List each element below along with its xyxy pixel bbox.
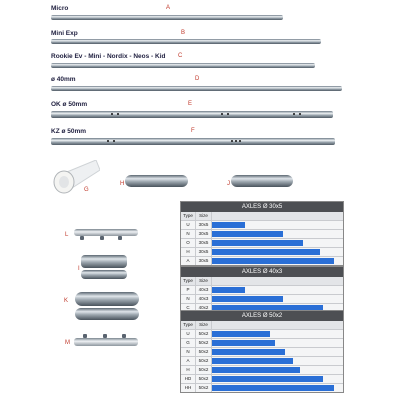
- axle-hole: [221, 113, 223, 115]
- stiffness-bar: [212, 367, 300, 373]
- axle-rookie: [51, 63, 315, 68]
- axle-letter-c: C: [178, 53, 183, 59]
- row-type: G: [181, 339, 196, 347]
- table-row: [181, 256, 343, 265]
- key-part-k-top: [75, 292, 139, 306]
- stiffness-bar: [212, 287, 245, 293]
- stiffness-bar: [212, 385, 334, 391]
- row-type: A: [181, 257, 196, 265]
- axle-hole: [113, 140, 115, 142]
- stiffness-bar: [212, 222, 245, 228]
- row-type: C: [181, 304, 196, 312]
- row-size: 40x3: [196, 286, 212, 294]
- row-type: A: [181, 357, 196, 365]
- axle-hole: [299, 113, 301, 115]
- stiffness-bar: [212, 296, 283, 302]
- row-type: H: [181, 248, 196, 256]
- row-type: P: [181, 286, 196, 294]
- axle-letter-a: A: [166, 5, 171, 11]
- row-size: 40x2: [196, 304, 212, 312]
- row-size: 50x2: [196, 357, 212, 365]
- row-size: 30x5: [196, 221, 212, 229]
- table-title: AXLES Ø 40x3: [181, 267, 343, 277]
- key-part-i-bottom: [81, 270, 127, 279]
- table-row: [181, 356, 343, 365]
- stiffness-bar: [212, 340, 275, 346]
- part-letter-l: L: [65, 232, 69, 238]
- axles-table-40x3: [180, 266, 344, 313]
- axle-letter-b: B: [181, 30, 186, 36]
- col-size-header: Size: [196, 277, 212, 285]
- stiffness-bar: [212, 240, 303, 246]
- row-type: U: [181, 330, 196, 338]
- part-letter-g: G: [84, 187, 89, 193]
- axle-label-ok-50mm: OK ø 50mm: [51, 101, 88, 108]
- row-size: 30x5: [196, 248, 212, 256]
- stiffness-bar: [212, 331, 270, 337]
- axle-letter-e: E: [188, 101, 193, 107]
- row-size: 50x2: [196, 339, 212, 347]
- row-size: 50x2: [196, 330, 212, 338]
- key-part-h: [125, 175, 188, 187]
- col-type-header: Type: [181, 212, 196, 220]
- col-size-header: Size: [196, 321, 212, 329]
- part-letter-i: I: [78, 266, 80, 272]
- table-row: [181, 365, 343, 374]
- axle-hole: [235, 140, 237, 142]
- axle-label-micro: Micro: [51, 5, 69, 12]
- col-type-header: Type: [181, 277, 196, 285]
- row-type: N: [181, 295, 196, 303]
- col-type-header: Type: [181, 321, 196, 329]
- axle-letter-d: D: [195, 76, 200, 82]
- bearing-part-g: [50, 160, 100, 196]
- plate-stud: [80, 236, 84, 240]
- table-row: [181, 338, 343, 347]
- key-part-j: [231, 175, 293, 187]
- plate-stud: [118, 236, 122, 240]
- row-type: HD: [181, 375, 196, 383]
- axle-label-40mm: ø 40mm: [51, 76, 76, 83]
- stiffness-bar: [212, 376, 323, 382]
- part-letter-j: J: [227, 181, 230, 187]
- row-size: 50x2: [196, 375, 212, 383]
- row-size: 50x2: [196, 366, 212, 374]
- table-row: [181, 294, 343, 303]
- row-size: 30x5: [196, 257, 212, 265]
- row-type: HH: [181, 384, 196, 392]
- row-size: 30x5: [196, 230, 212, 238]
- axles-table-30x5: [180, 201, 344, 266]
- key-part-i-top: [81, 255, 127, 268]
- stiffness-bar: [212, 231, 283, 237]
- axle-hole: [117, 113, 119, 115]
- axle-kz-50mm: [51, 138, 335, 145]
- table-row: [181, 247, 343, 256]
- axle-hole: [227, 113, 229, 115]
- table-row: [181, 383, 343, 392]
- plate-stud: [100, 236, 104, 240]
- table-row: [181, 238, 343, 247]
- row-type: N: [181, 230, 196, 238]
- axle-hole: [231, 140, 233, 142]
- axle-hole: [239, 140, 241, 142]
- axle-label-mini-exp: Mini Exp: [51, 30, 78, 37]
- stiffness-bar: [212, 349, 285, 355]
- row-size: 30x5: [196, 239, 212, 247]
- axle-letter-f: F: [191, 128, 195, 134]
- axle-label-rookie: Rookie Ev - Mini - Nordix - Neos - Kid: [51, 53, 166, 60]
- axle-micro: [51, 15, 283, 20]
- part-letter-k: K: [64, 298, 69, 304]
- axle-hole: [293, 113, 295, 115]
- table-header-row: [181, 212, 343, 220]
- row-size: 50x2: [196, 384, 212, 392]
- axles-table-50x2: [180, 310, 344, 393]
- table-header-row: [181, 277, 343, 285]
- plate-part-l: [74, 229, 138, 236]
- key-part-k-bottom: [75, 308, 139, 320]
- axle-hole: [107, 140, 109, 142]
- table-row: [181, 229, 343, 238]
- col-size-header: Size: [196, 212, 212, 220]
- axle-ok-50mm: [51, 111, 333, 118]
- axle-hole: [111, 113, 113, 115]
- row-size: 50x2: [196, 348, 212, 356]
- table-row: [181, 374, 343, 383]
- part-letter-m: M: [65, 340, 70, 346]
- stiffness-bar: [212, 258, 334, 264]
- axle-40mm: [51, 86, 342, 91]
- plate-part-m: [74, 338, 138, 346]
- row-size: 40x3: [196, 295, 212, 303]
- row-type: H: [181, 366, 196, 374]
- axle-label-kz-50mm: KZ ø 50mm: [51, 128, 87, 135]
- table-row: [181, 285, 343, 294]
- table-row: [181, 220, 343, 229]
- table-row: [181, 329, 343, 338]
- stiffness-bar: [212, 358, 293, 364]
- table-row: [181, 347, 343, 356]
- table-title: AXLES Ø 30x5: [181, 202, 343, 212]
- axle-mini-exp: [51, 39, 321, 44]
- stiffness-bar: [212, 249, 320, 255]
- part-letter-h: H: [120, 181, 125, 187]
- row-type: N: [181, 348, 196, 356]
- row-type: U: [181, 221, 196, 229]
- table-header-row: [181, 321, 343, 329]
- row-type: O: [181, 239, 196, 247]
- table-title: AXLES Ø 50x2: [181, 311, 343, 321]
